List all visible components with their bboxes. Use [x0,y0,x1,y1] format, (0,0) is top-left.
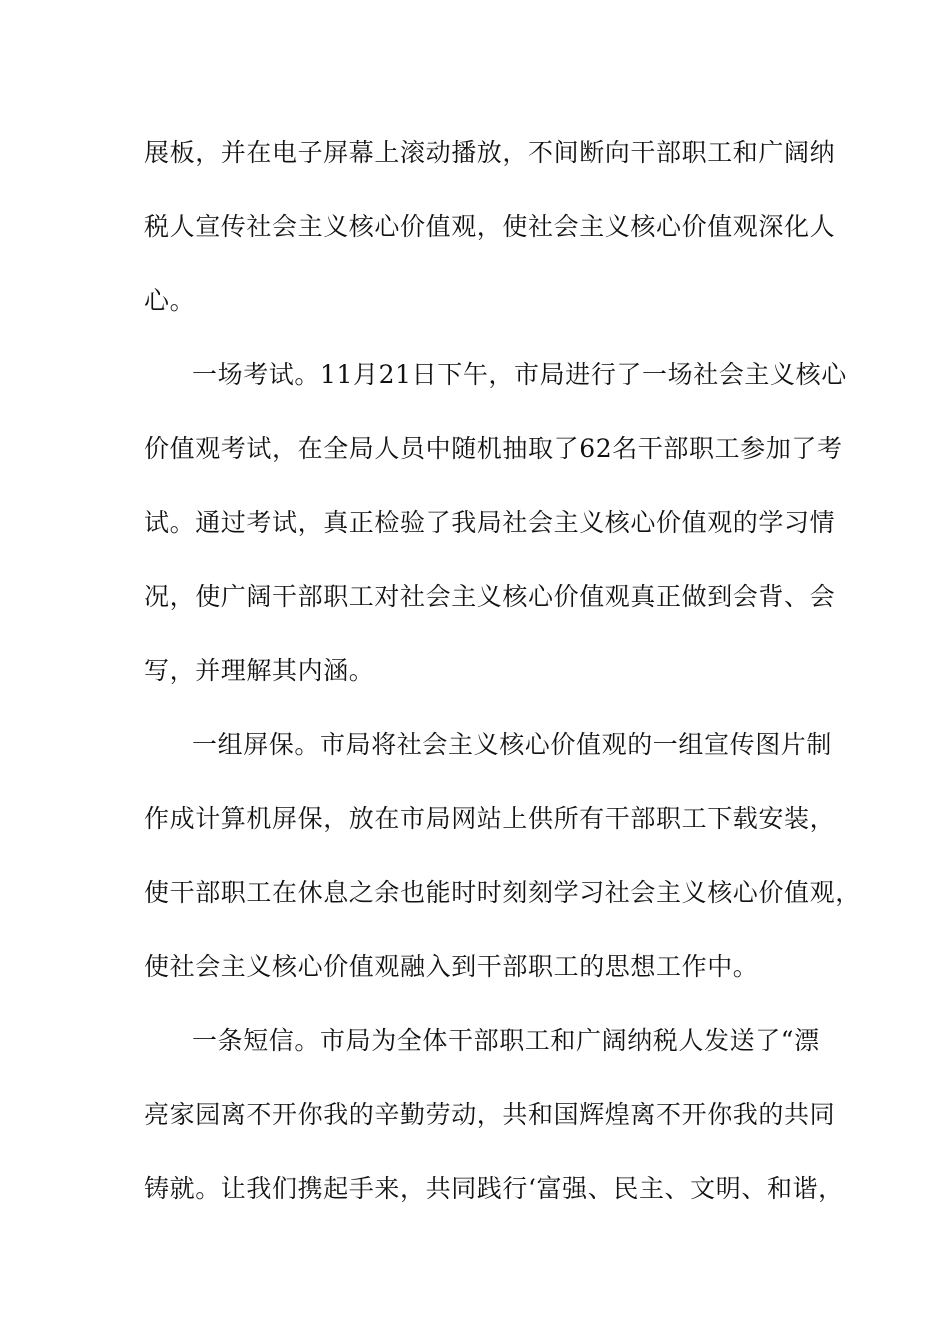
paragraph-start-line: 一条短信。市局为全体干部职工和广阔纳税人发送了“漂 [192,1026,820,1055]
text-line: 使社会主义核心价值观融入到干部职工的思想工作中。 [144,952,759,981]
text-line: 使干部职工在休息之余也能时时刻刻学习社会主义核心价值观， [144,878,861,907]
text-line: 心。 [144,286,196,315]
paragraph-start-line: 一场考试。11月21日下午，市局进行了一场社会主义核心 [192,360,847,389]
text-line: 价值观考试，在全局人员中随机抽取了62名干部职工参加了考 [144,434,843,463]
text-line: 亮家园离不开你我的辛勤劳动，共和国辉煌离不开你我的共同 [144,1100,836,1129]
text-line: 展板，并在电子屏幕上滚动播放，不间断向干部职工和广阔纳 [144,138,836,167]
text-line: 作成计算机屏保，放在市局网站上供所有干部职工下载安装， [144,804,836,833]
body-text [144,128,861,1238]
text-line: 铸就。让我们携起手来，共同践行‘富强、民主、文明、和谐， [144,1174,844,1203]
text-line: 试。通过考试，真正检验了我局社会主义核心价值观的学习情 [144,508,836,537]
text-line: 税人宣传社会主义核心价值观，使社会主义核心价值观深化人 [144,212,836,241]
text-line: 写，并理解其内涵。 [144,656,375,685]
paragraph-start-line: 一组屏保。市局将社会主义核心价值观的一组宣传图片制 [192,730,833,759]
text-line: 况，使广阔干部职工对社会主义核心价值观真正做到会背、会 [144,582,836,611]
